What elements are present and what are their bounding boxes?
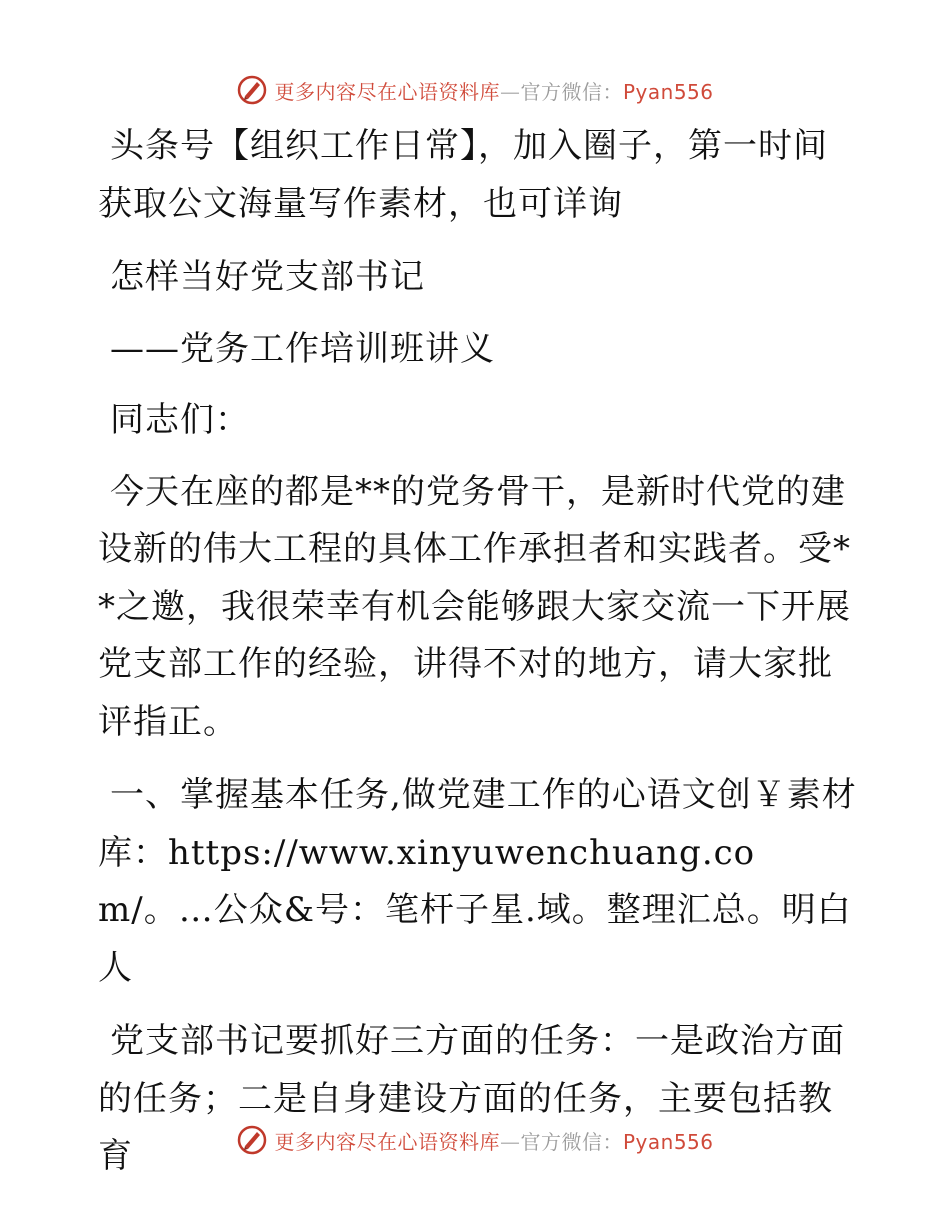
footer-watermark: [0, 1120, 950, 1160]
intro-paragraph: 头条号【组织工作日常】，加入圈子，第一时间获取公文海量写作素材，也可详询: [98, 126, 828, 224]
header-watermark: [0, 70, 950, 110]
watermark-text: 更多内容尽在心语资料库—官方微信：Pyan556: [274, 79, 714, 104]
document-body: [98, 118, 858, 1202]
document-subtitle: ——党务工作培训班讲义: [110, 328, 495, 369]
body-paragraph: 今天在座的都是**的党务骨干，是新时代党的建设新的伟大工程的具体工作承担者和实践者。受**之邀，我很荣幸有机会能够跟大家交流一下开展党支部工作的经验，讲得不对的地方，请大家批评指正。: [98, 471, 851, 742]
brand-logo-icon: [236, 1124, 268, 1156]
brand-logo-icon: [236, 74, 268, 106]
salutation: 同志们：: [110, 400, 250, 440]
section-heading: 一、掌握基本任务,做党建工作的心语文创￥素材库：https://www.xinyuwenchuang.com/。…公众&号：笔杆子星.域。整理汇总。明白人: [98, 775, 857, 988]
watermark-text: 更多内容尽在心语资料库—官方微信：Pyan556: [274, 1129, 714, 1154]
document-title: 怎样当好党支部书记: [110, 257, 425, 297]
body-paragraph: 党支部书记要抓好三方面的任务：一是政治方面的任务；二是自身建设方面的任务，主要包括教育: [98, 1021, 845, 1176]
